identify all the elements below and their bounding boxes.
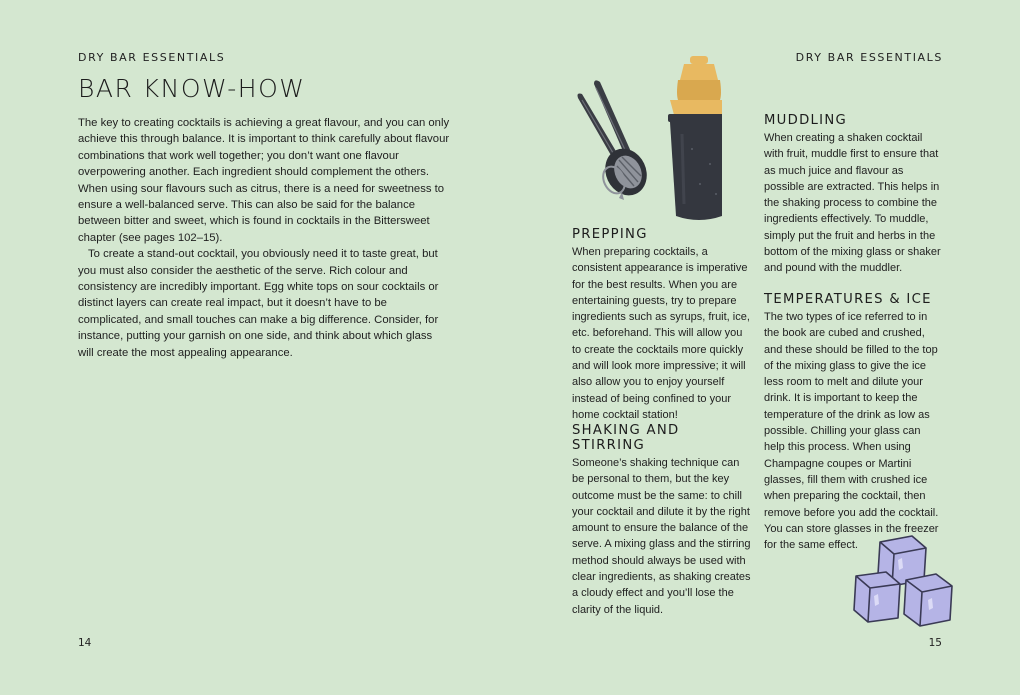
section-text-prepping: When preparing cocktails, a consistent appearance is imperative for the best results. When you are entertaining guests, try to prepare ingredients such as syrups, fruit, ice, etc. beforehand. This will allow you to create the cocktails more quickly and will look more impressive; it will also allow you to enjoy yourself instead of being confined to your home cocktail station! [572, 246, 750, 421]
section-heading-muddling: MUDDLING [764, 113, 848, 128]
strainer-icon [578, 80, 655, 202]
section-heading-prepping: PREPPING [572, 227, 648, 242]
page-number-left: 14 [78, 637, 92, 649]
section-prepping [572, 227, 752, 423]
intro-text [78, 115, 450, 361]
intro-paragraph-1: The key to creating cocktails is achieving a great flavour, and you can only achieve this through balance. It is important to think carefully about flavour combinations that work well together; you don’t want one flavour overpowering another. Each ingredient should complement the others. When using sour flavours such as citrus, there is a need for sweetness to ensure a well-balanced serve. This can also be said for the balance between bitter and sweet, which is found in cocktails in the Bittersweet chapter (see pages 102–15). [78, 117, 450, 244]
running-head-right: DRY BAR ESSENTIALS [795, 51, 943, 64]
section-temperatures [764, 292, 944, 553]
cocktail-shaker-and-strainer-icon [572, 54, 722, 224]
section-shaking [572, 423, 752, 618]
section-muddling [764, 113, 944, 277]
page-title: BAR KNOW-HOW [78, 74, 306, 103]
page-number-right: 15 [928, 637, 942, 649]
intro-paragraph-2: To create a stand-out cocktail, you obviously need it to taste great, but you must also consider the aesthetic of the serve. Rich colour and consistency are incredibly important. Egg white tops on sour cocktails or distinct layers can create real impact, but it doesn’t have to be complicated, and small touches can make a big difference. Consider, for instance, putting your garnish on one side, and think about which glass will create the most appealing appearance. [78, 248, 439, 359]
section-text-muddling: When creating a shaken cocktail with fruit, muddle first to ensure that as much juice and flavour as possible are extracted. This helps in the shaking process to combine the ingredients effectively. To muddle, simply put the fruit and herbs in the bottom of the mixing glass or shaker and pound with the muddler. [764, 132, 941, 275]
section-heading-shaking: SHAKING AND STIRRING [572, 423, 680, 453]
running-head-left: DRY BAR ESSENTIALS [78, 51, 226, 64]
shaker-icon [668, 56, 722, 220]
ice-cubes-icon [850, 534, 960, 630]
section-text-temperatures: The two types of ice referred to in the book are cubed and crushed, and these should be filled to the top of the mixing glass to give the ice less room to melt and dilute your drink. It is important to keep the temperature of the drink as low as possible. Chilling your glass can help this process. When using Champagne coupes or Martini glasses, fill them with crushed ice when preparing the cocktail, then remove before you add the cocktail. You can store glasses in the freezer for the same effect. [764, 311, 939, 552]
section-text-shaking: Someone’s shaking technique can be personal to them, but the key outcome must be the same: to chill your cocktail and dilute it by the right amount to ensure the balance of the serve. A mixing glass and the stirring method should always be used with clear ingredients, as shaking creates a cloudy effect and you’ll lose the clarity of the liquid. [572, 457, 751, 616]
section-heading-temperatures: TEMPERATURES & ICE [764, 292, 932, 307]
